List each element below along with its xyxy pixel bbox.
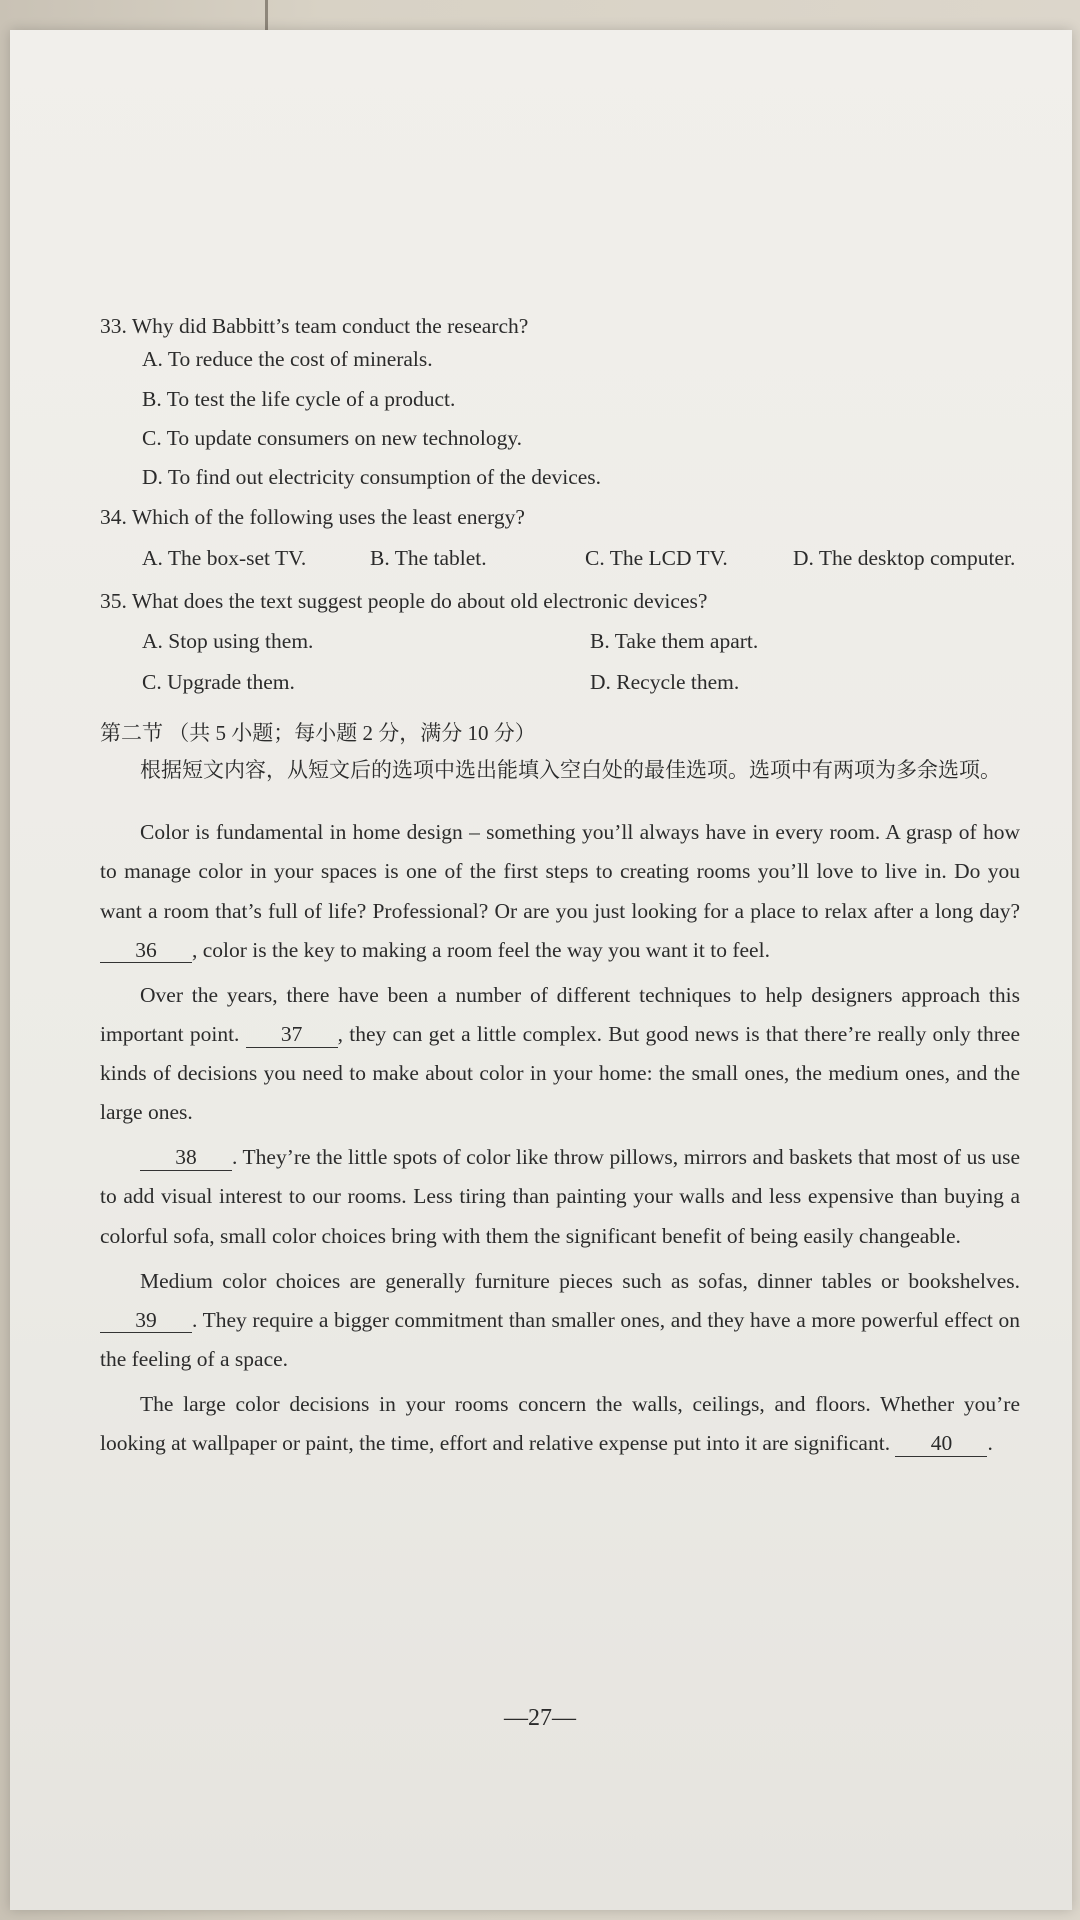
passage-paragraph-5	[100, 1385, 1020, 1463]
text: Medium color choices are generally furniture pieces such as sofas, dinner tables or bookshelves.	[140, 1268, 1020, 1293]
blank-40: 40	[895, 1432, 987, 1457]
text: .	[987, 1431, 993, 1456]
blank-36: 36	[100, 939, 192, 964]
text: , color is the key to making a room feel the way you want it to feel.	[192, 937, 770, 962]
question-33	[100, 310, 1020, 495]
page-number: —27—	[504, 1705, 576, 1731]
options-grid	[100, 625, 1020, 700]
option-d: D. Recycle them.	[590, 669, 740, 694]
passage-paragraph-3	[100, 1138, 1020, 1255]
question-stem: 33. Why did Babbitt’s team conduct the research?	[100, 314, 529, 338]
section-instruction: 根据短文内容，从短文后的选项中选出能填入空白处的最佳选项。选项中有两项为多余选项。	[140, 757, 1001, 782]
option-b: B. Take them apart.	[590, 628, 759, 653]
text: Color is fundamental in home design – something you’ll always have in every room. A grasp of how to manage color in your spaces is one of the first steps to creating rooms you’ll love to live in. Do you want a room that’s full of life? Professional? Or are you just looking for a place to relax after a long day?	[100, 820, 1020, 923]
question-35	[100, 585, 1020, 699]
passage-paragraph-4	[100, 1262, 1020, 1379]
option-d: D. The desktop computer.	[793, 545, 1016, 570]
option-a: A. The box-set TV.	[142, 545, 307, 570]
blank-37: 37	[246, 1023, 338, 1048]
option-a: A. Stop using them.	[142, 628, 314, 653]
blank-38: 38	[140, 1146, 232, 1171]
exam-content	[100, 310, 1020, 1469]
text: The large color decisions in your rooms concern the walls, ceilings, and floors. Whether you’re looking at wallpaper or paint, the time, effort and relative expense put into it are significant.	[100, 1392, 1020, 1456]
passage	[100, 813, 1020, 1463]
option-a: A. To reduce the cost of minerals.	[142, 347, 433, 372]
options-row	[100, 542, 1020, 575]
question-34	[100, 501, 1020, 576]
section-heading: 第二节 （共 5 小题；每小题 2 分，满分 10 分）	[100, 721, 536, 746]
option-b: B. To test the life cycle of a product.	[142, 386, 456, 411]
option-c: C. To update consumers on new technology.	[142, 425, 523, 450]
text: . They require a bigger commitment than smaller ones, and they have a more powerful effect on the feeling of a space.	[100, 1307, 1020, 1371]
text: Over the years, there have been a number of different techniques to help designers approach this important point.	[100, 982, 1020, 1046]
passage-paragraph-1	[100, 813, 1020, 970]
option-c: C. The LCD TV.	[585, 545, 728, 570]
question-stem: 35. What does the text suggest people do about old electronic devices?	[100, 589, 708, 614]
passage-paragraph-2	[100, 976, 1020, 1133]
option-c: C. Upgrade them.	[142, 669, 295, 694]
text: . They’re the little spots of color like throw pillows, mirrors and baskets that most of us use to add visual interest to our rooms. Less tiring than painting your walls and less expensive than buying a colorful sofa, small color choices bring with them the significant benefit of being easily changeable.	[100, 1145, 1020, 1248]
blank-39: 39	[100, 1309, 192, 1334]
text: , they can get a little complex. But good news is that there’re really only three kinds of decisions you need to make about color in your home: the small ones, the medium ones, and the large ones.	[100, 1021, 1020, 1125]
question-stem: 34. Which of the following uses the least energy?	[100, 504, 525, 529]
option-b: B. The tablet.	[370, 545, 487, 570]
option-d: D. To find out electricity consumption of the devices.	[142, 465, 602, 490]
